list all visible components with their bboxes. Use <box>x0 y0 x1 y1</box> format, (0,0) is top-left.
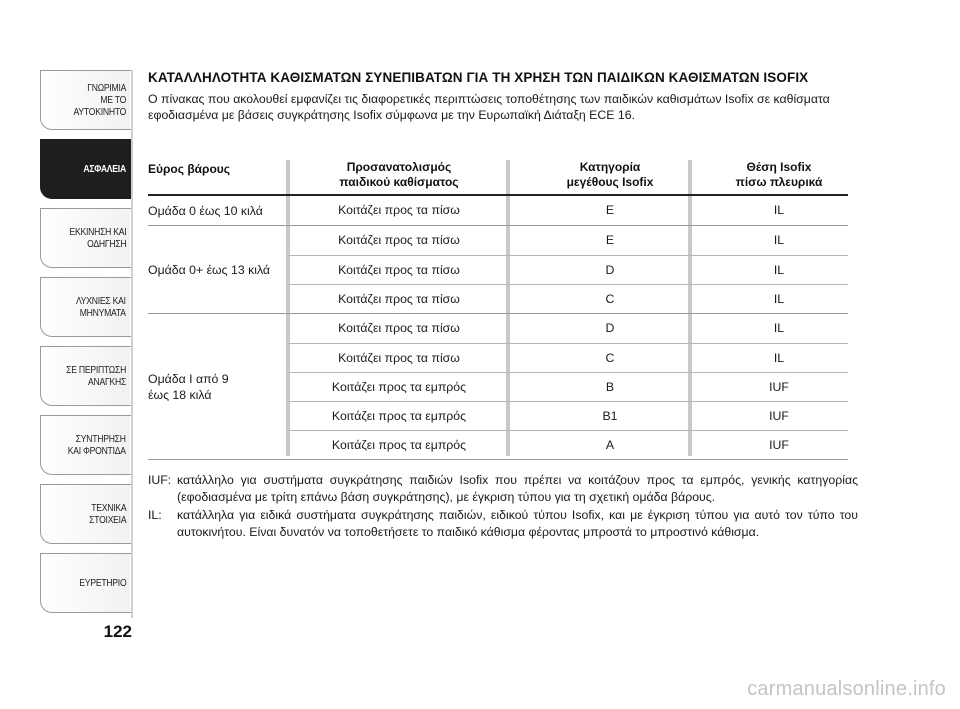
nav-divider <box>131 70 133 618</box>
chapter-tab-label: ΣΥΝΤΗΡΗΣΗ ΚΑΙ ΦΡΟΝΤΙΔΑ <box>67 433 126 457</box>
cell-orientation: Κοιτάζει προς τα πίσω <box>338 351 460 365</box>
legend-notes <box>148 472 858 542</box>
cell-isofix-position: IL <box>773 321 785 335</box>
cell-isofix-position: IL <box>773 263 785 277</box>
cell-orientation: Κοιτάζει προς τα πίσω <box>338 233 460 247</box>
legend-note <box>148 472 858 505</box>
page-content <box>148 70 860 123</box>
cell-size-category: B1 <box>602 409 618 423</box>
table-row <box>288 284 848 313</box>
weight-group-label: Ομάδα 0 έως 10 κιλά <box>148 204 263 218</box>
isofix-table <box>148 160 848 460</box>
cell-isofix-position: IUF <box>769 409 789 423</box>
table-row <box>288 314 848 343</box>
chapter-tab[interactable] <box>40 208 132 268</box>
cell-isofix-position: IL <box>773 203 785 217</box>
chapter-tab[interactable] <box>40 277 132 337</box>
table-row <box>288 196 848 225</box>
chapter-tab-label: ΣΕ ΠΕΡΙΠΤΩΣΗ ΑΝΑΓΚΗΣ <box>66 364 126 388</box>
weight-group-label: Ομάδα 0+ έως 13 κιλά <box>148 263 271 277</box>
chapter-tab-label: ΛΥΧΝΙΕΣ ΚΑΙ ΜΗΝΥΜΑΤΑ <box>76 295 126 319</box>
weight-group <box>148 226 848 314</box>
cell-size-category: E <box>605 233 615 247</box>
cell-orientation: Κοιτάζει προς τα εμπρός <box>331 380 467 394</box>
cell-size-category: B <box>605 380 615 394</box>
table-row <box>288 255 848 284</box>
cell-isofix-position: IUF <box>769 438 789 452</box>
chapter-tab[interactable] <box>40 415 132 475</box>
table-row <box>288 343 848 372</box>
table-row <box>288 372 848 401</box>
weight-group <box>148 196 848 226</box>
header-orientation: Προσανατολισμός παιδικού καθίσματος <box>339 160 459 189</box>
legend-note-text: κατάλληλα για ειδικά συστήματα συγκράτησης παιδιών, ειδικού τύπου Isofix, και με έγκριση τύπου για αυτό τον τύπο του αυτοκινήτου. Είναι δυνατόν να τοποθετήσετε το παιδικό κάθισμα φέροντας μπροστά το μπροστινό κάθισμα. <box>177 508 858 539</box>
watermark: carmanualsonline.info <box>747 678 946 700</box>
chapter-tab-label: ΕΥΡΕΤΗΡΙΟ <box>78 577 126 589</box>
cell-orientation: Κοιτάζει προς τα πίσω <box>338 203 460 217</box>
cell-isofix-position: IL <box>773 233 785 247</box>
cell-orientation: Κοιτάζει προς τα πίσω <box>338 292 460 306</box>
chapter-tab-label: ΕΚΚΙΝΗΣΗ ΚΑΙ ΟΔΗΓΗΣΗ <box>69 226 126 250</box>
cell-size-category: C <box>605 292 615 306</box>
page-title: ΚΑΤΑΛΛΗΛΟΤΗΤΑ ΚΑΘΙΣΜΑΤΩΝ ΣΥΝΕΠΙΒΑΤΩΝ ΓΙΑ ΤΗ ΧΡΗΣΗ ΤΩΝ ΠΑΙΔΙΚΩΝ ΚΑΘΙΣΜΑΤΩΝ ISOFIX <box>148 70 809 85</box>
header-weight-range: Εύρος βάρους <box>148 162 230 176</box>
cell-isofix-position: IL <box>773 292 785 306</box>
cell-orientation: Κοιτάζει προς τα εμπρός <box>331 438 467 452</box>
cell-size-category: C <box>605 351 615 365</box>
page-number: 122 <box>103 622 132 641</box>
table-row <box>288 401 848 430</box>
legend-note-key: IUF: <box>148 473 172 487</box>
legend-note <box>148 507 858 540</box>
chapter-tab[interactable] <box>40 70 132 130</box>
header-rear-position: Θέση Isofix πίσω πλευρικά <box>735 160 823 189</box>
cell-orientation: Κοιτάζει προς τα πίσω <box>338 263 460 277</box>
cell-size-category: A <box>605 438 615 452</box>
table-header <box>148 160 848 196</box>
chapter-tab-label: ΑΣΦΑΛΕΙΑ <box>83 163 126 175</box>
cell-isofix-position: IUF <box>769 380 789 394</box>
cell-size-category: E <box>605 203 615 217</box>
chapter-tab[interactable] <box>40 139 132 199</box>
cell-orientation: Κοιτάζει προς τα εμπρός <box>331 409 467 423</box>
legend-note-text: κατάλληλο για συστήματα συγκράτησης παιδιών Isofix που πρέπει να κοιτάζουν προς τα εμπρός, γενικής κατηγορίας (εφοδιασμένα με τρίτη επάνω βάση συγκράτησης), με έγκριση τύπου για τη σχετική ομάδα βάρους. <box>177 473 858 504</box>
cell-isofix-position: IL <box>773 351 785 365</box>
table-row <box>288 226 848 255</box>
chapter-tab[interactable] <box>40 484 132 544</box>
chapter-tab-label: ΓΝΩΡΙΜΙΑ ΜΕ ΤΟ ΑΥΤΟΚΙΝΗΤΟ <box>73 82 126 118</box>
cell-size-category: D <box>605 321 615 335</box>
chapter-tab-label: ΤΕΧΝΙΚΑ ΣΤΟΙΧΕΙΑ <box>88 502 126 526</box>
table-row <box>288 430 848 459</box>
chapter-tab[interactable] <box>40 553 132 613</box>
weight-group <box>148 314 848 460</box>
intro-paragraph: Ο πίνακας που ακολουθεί εμφανίζει τις διαφορετικές περιπτώσεις τοποθέτησης των παιδικών καθισμάτων Isofix σε καθίσματα εφοδιασμένα με βάσεις συγκράτησης Isofix σύμφωνα με την Ευρωπαϊκή Διάταξη ECE 16. <box>148 92 830 122</box>
weight-group-label: Ομάδα I από 9 έως 18 κιλά <box>148 372 229 402</box>
chapter-tab[interactable] <box>40 346 132 406</box>
chapter-tabs <box>40 70 132 622</box>
cell-orientation: Κοιτάζει προς τα πίσω <box>338 321 460 335</box>
header-size-category: Κατηγορία μεγέθους Isofix <box>566 160 654 189</box>
cell-size-category: D <box>605 263 615 277</box>
legend-note-key: IL: <box>148 508 162 522</box>
table-body <box>148 196 848 460</box>
